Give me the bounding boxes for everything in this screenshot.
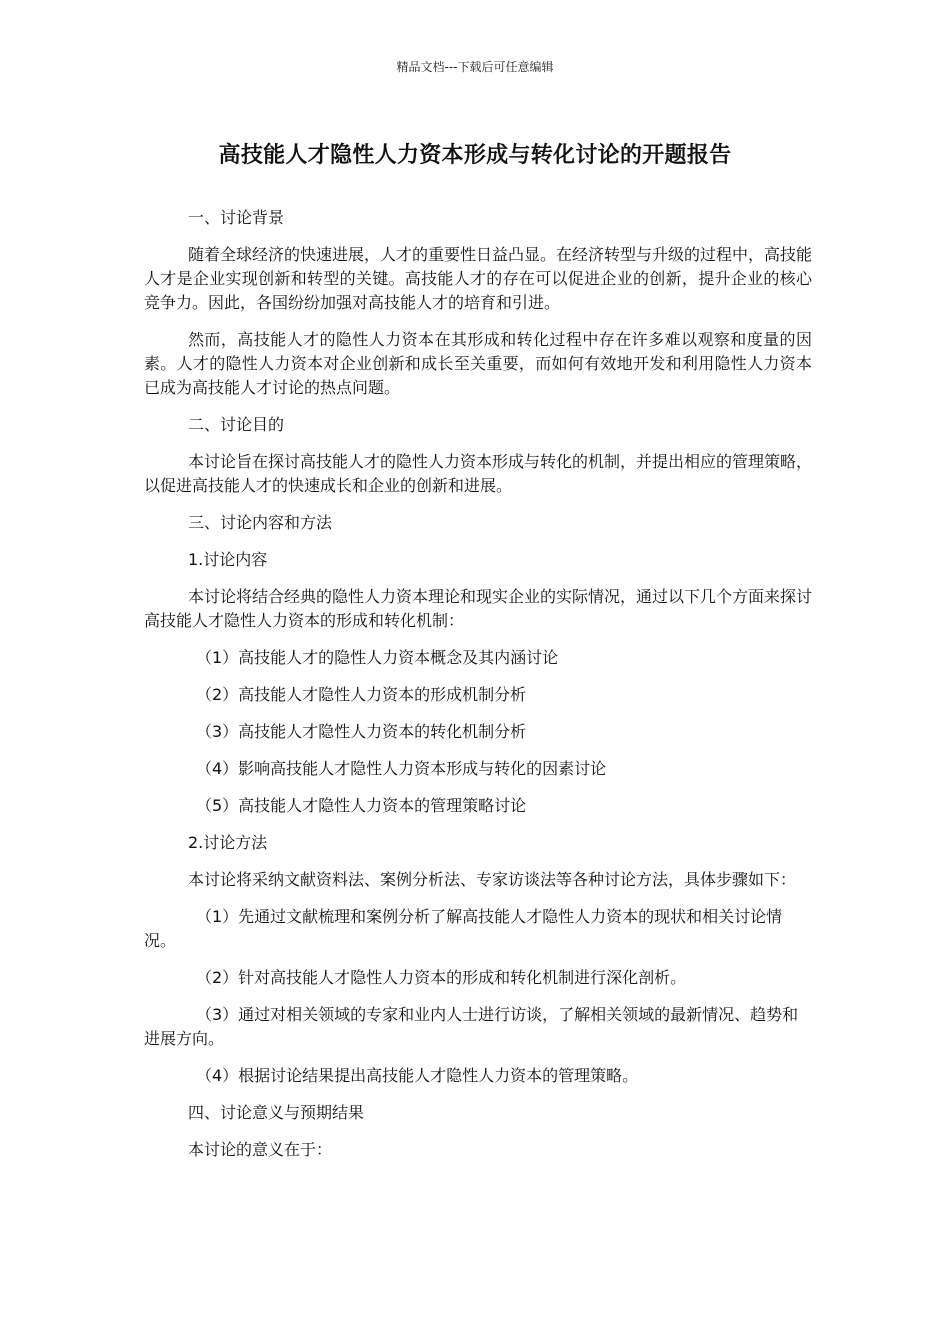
list-item: （1）高技能人才的隐性人力资本概念及其内涵讨论	[196, 648, 559, 667]
document-body	[144, 206, 812, 1175]
paragraph: 随着全球经济的快速进展，人才的重要性日益凸显。在经济转型与升级的过程中，高技能人才是企业实现创新和转型的关键。高技能人才的存在可以促进企业的创新，提升企业的核心竞争力。因此，各国纷纷加强对高技能人才的培育和引进。	[144, 245, 813, 312]
list-item: （2）高技能人才隐性人力资本的形成机制分析	[196, 685, 527, 704]
subsection-heading: 1.讨论内容	[188, 550, 268, 569]
document-title: 高技能人才隐性人力资本形成与转化讨论的开题报告	[218, 143, 732, 168]
page-header: 精品文档---下载后可任意编辑	[396, 60, 554, 74]
list-item: （1）先通过文献梳理和案例分析了解高技能人才隐性人力资本的现状和相关讨论情况。	[144, 907, 783, 950]
paragraph: 本讨论将采纳文献资料法、案例分析法、专家访谈法等各种讨论方法，具体步骤如下：	[188, 870, 797, 889]
paragraph: 本讨论旨在探讨高技能人才的隐性人力资本形成与转化的机制，并提出相应的管理策略，以促进高技能人才的快速成长和企业的创新和进展。	[144, 452, 813, 495]
paragraph: 然而，高技能人才的隐性人力资本在其形成和转化过程中存在许多难以观察和度量的因素。人才的隐性人力资本对企业创新和成长至关重要，而如何有效地开发和利用隐性人力资本已成为高技能人才讨论的热点问题。	[144, 330, 812, 397]
paragraph: 本讨论将结合经典的隐性人力资本理论和现实企业的实际情况，通过以下几个方面来探讨高技能人才隐性人力资本的形成和转化机制：	[144, 587, 813, 630]
section-heading: 二、讨论目的	[188, 415, 285, 434]
list-item: （4）影响高技能人才隐性人力资本形成与转化的因素讨论	[196, 759, 607, 778]
list-item: （3）高技能人才隐性人力资本的转化机制分析	[196, 722, 527, 741]
section-heading: 四、讨论意义与预期结果	[188, 1103, 365, 1122]
section-heading: 一、讨论背景	[188, 208, 285, 227]
paragraph: 本讨论的意义在于：	[188, 1140, 333, 1159]
list-item: （3）通过对相关领域的专家和业内人士进行访谈，了解相关领域的最新情况、趋势和进展方向。	[144, 1005, 799, 1048]
section-heading: 三、讨论内容和方法	[188, 513, 333, 532]
list-item: （2）针对高技能人才隐性人力资本的形成和转化机制进行深化剖析。	[196, 968, 687, 987]
list-item: （4）根据讨论结果提出高技能人才隐性人力资本的管理策略。	[196, 1066, 639, 1085]
list-item: （5）高技能人才隐性人力资本的管理策略讨论	[196, 796, 527, 815]
subsection-heading: 2.讨论方法	[188, 833, 268, 852]
